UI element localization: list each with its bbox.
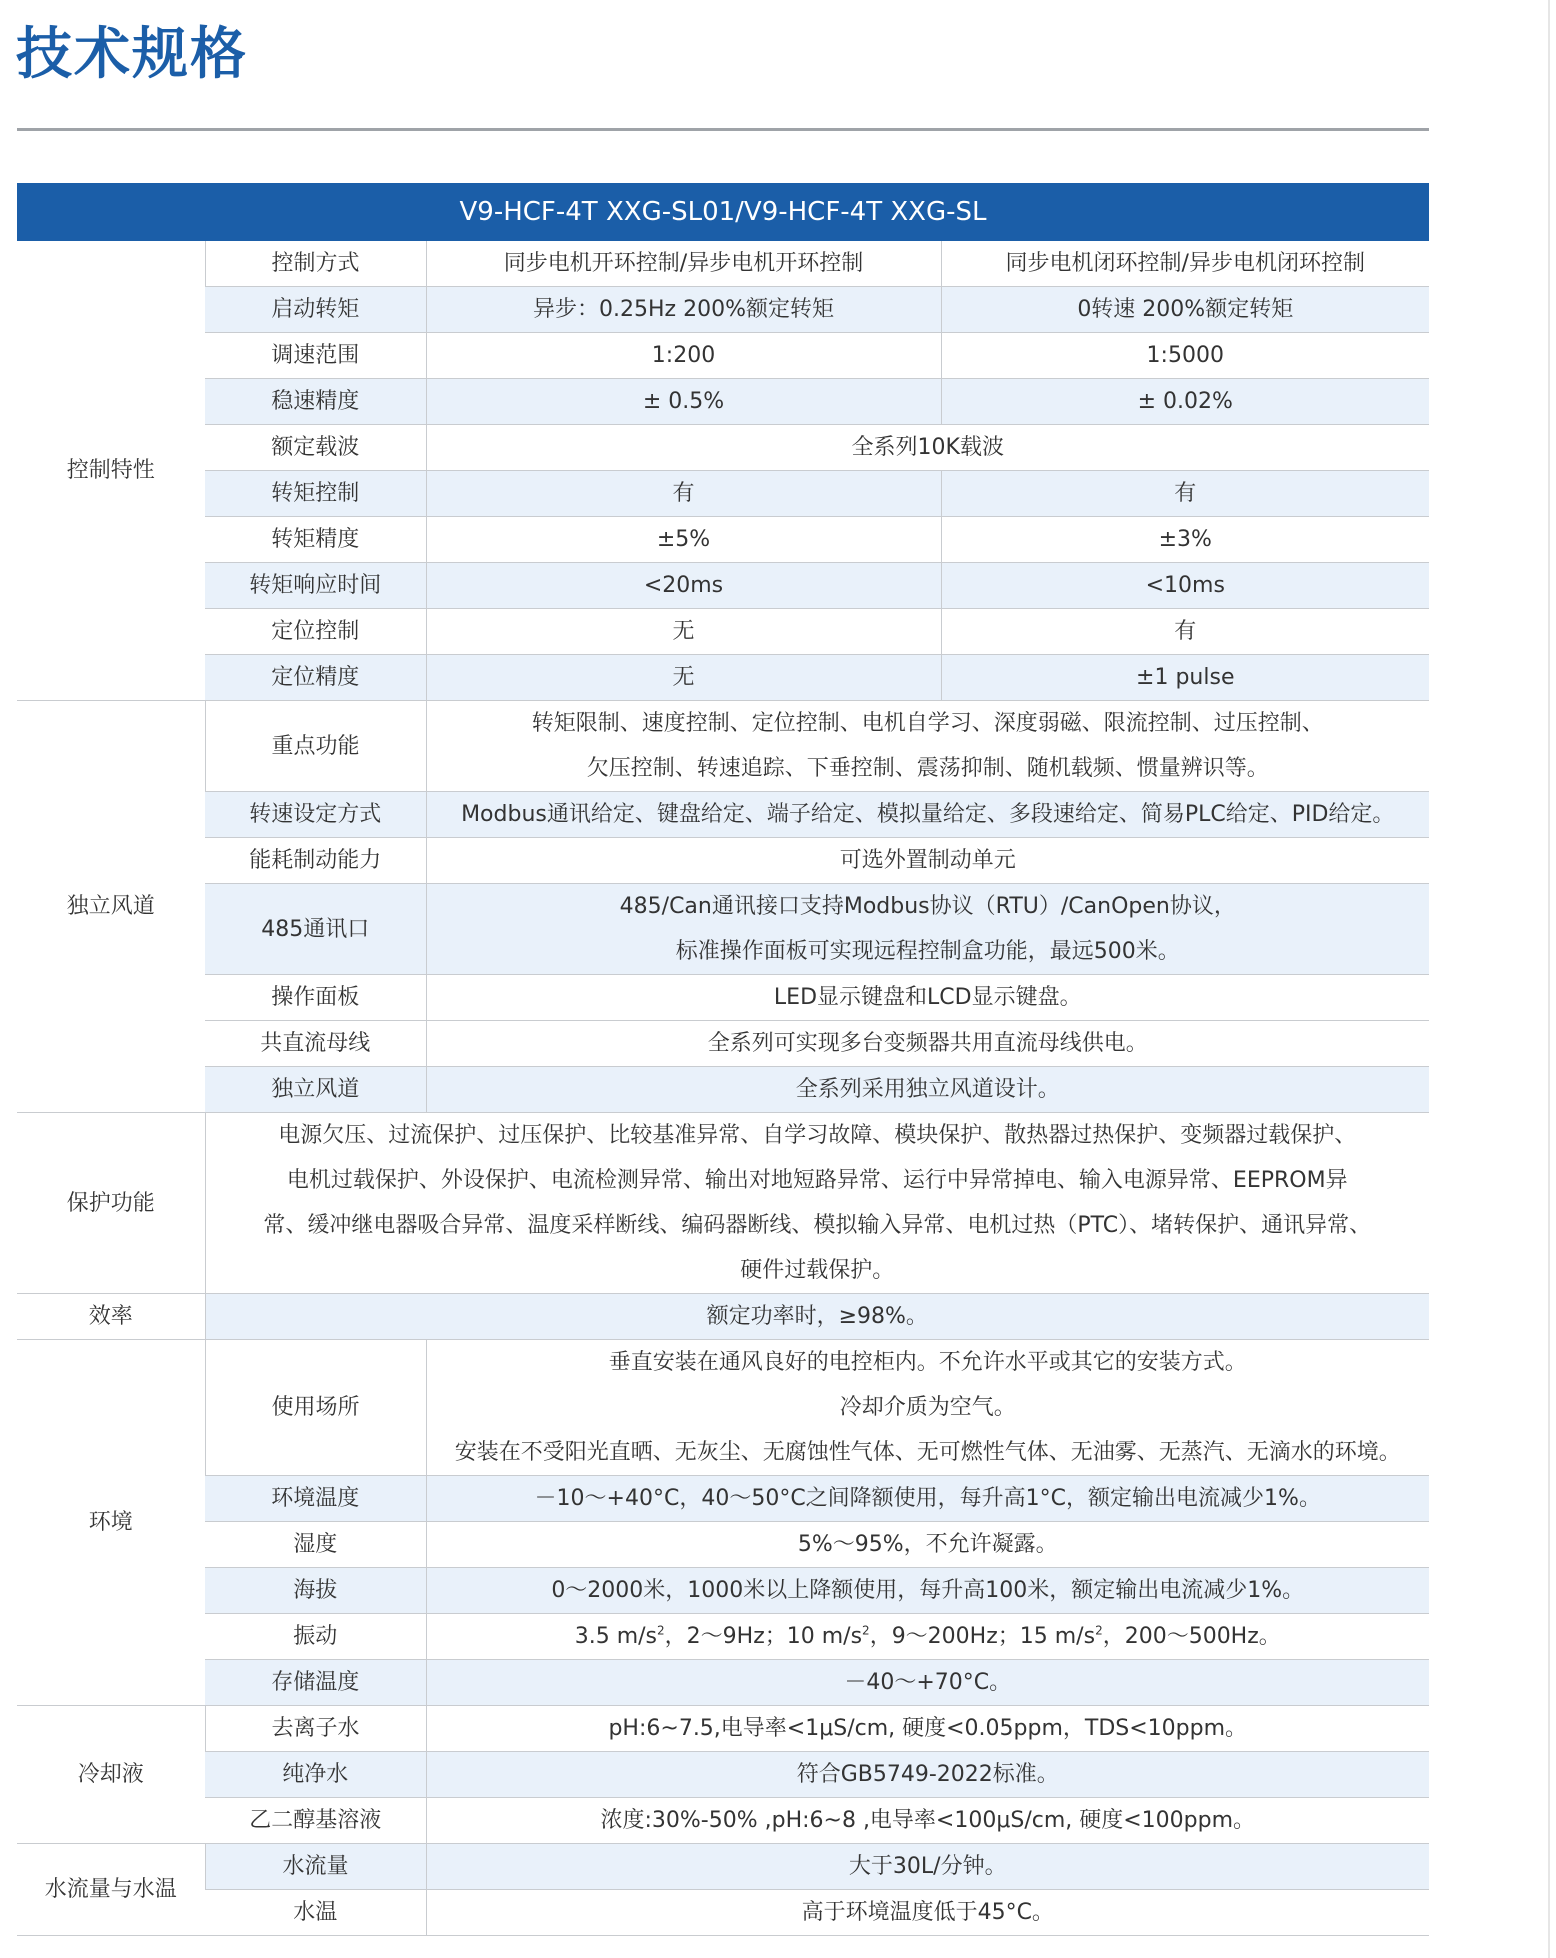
row-label: 振动 [205, 1614, 426, 1660]
category-protection: 保护功能 [17, 1113, 205, 1294]
page-edge [1548, 0, 1550, 1958]
value-open-loop: 有 [426, 471, 941, 517]
value-merged: pH:6~7.5,电导率<1μS/cm, 硬度<0.05ppm，TDS<10ppm。 [426, 1706, 1429, 1752]
title-divider [17, 128, 1429, 131]
text-line: 转矩限制、速度控制、定位控制、电机自学习、深度弱磁、限流控制、过压控制、 [531, 711, 1324, 736]
value-merged: －10～+40°C，40～50°C之间降额使用，每升高1°C，额定输出电流减少1%。 [426, 1476, 1429, 1522]
row-label: 控制方式 [205, 241, 426, 287]
row-label: 转速设定方式 [205, 792, 426, 838]
row-label: 转矩响应时间 [205, 563, 426, 609]
row-label: 环境温度 [205, 1476, 426, 1522]
text-line: 垂直安装在通风良好的电控柜内。不允许水平或其它的安装方式。 [608, 1350, 1247, 1375]
value-closed-loop: 有 [941, 609, 1429, 655]
value-merged: 大于30L/分钟。 [426, 1844, 1429, 1890]
category-efficiency: 效率 [17, 1294, 205, 1340]
value-merged: －40～+70°C。 [426, 1660, 1429, 1706]
row-label: 操作面板 [205, 975, 426, 1021]
row-label: 定位控制 [205, 609, 426, 655]
row-label: 水流量 [205, 1844, 426, 1890]
value-merged [426, 1340, 1429, 1476]
value-open-loop: 无 [426, 655, 941, 701]
row-label: 调速范围 [205, 333, 426, 379]
table-header [17, 183, 1429, 241]
category-water: 水流量与水温 [17, 1844, 205, 1936]
row-label: 转矩控制 [205, 471, 426, 517]
row-label: 海拔 [205, 1568, 426, 1614]
row-label: 定位精度 [205, 655, 426, 701]
row-label: 额定载波 [205, 425, 426, 471]
value-open-loop: 同步电机开环控制/异步电机开环控制 [426, 241, 941, 287]
row-label: 湿度 [205, 1522, 426, 1568]
value-closed-loop: 1:5000 [941, 333, 1429, 379]
value-open-loop: ± 0.5% [426, 379, 941, 425]
value-open-loop: 1:200 [426, 333, 941, 379]
value-closed-loop: 有 [941, 471, 1429, 517]
superscript: 2 [1095, 1623, 1103, 1638]
value-merged: 全系列采用独立风道设计。 [426, 1067, 1429, 1113]
text-line: 冷却介质为空气。 [839, 1395, 1016, 1420]
row-label: 纯净水 [205, 1752, 426, 1798]
value-closed-loop: ±1 pulse [941, 655, 1429, 701]
superscript: 2 [657, 1623, 665, 1638]
row-label: 启动转矩 [205, 287, 426, 333]
row-label: 稳速精度 [205, 379, 426, 425]
value-open-loop: 异步：0.25Hz 200%额定转矩 [426, 287, 941, 333]
value-closed-loop: ±3% [941, 517, 1429, 563]
value-closed-loop: 同步电机闭环控制/异步电机闭环控制 [941, 241, 1429, 287]
value-merged: 0～2000米，1000米以上降额使用，每升高100米，额定输出电流减少1%。 [426, 1568, 1429, 1614]
row-label: 能耗制动能力 [205, 838, 426, 884]
row-label: 转矩精度 [205, 517, 426, 563]
row-label: 独立风道 [205, 1067, 426, 1113]
text-line: 标准操作面板可实现远程控制盒功能，最远500米。 [675, 939, 1180, 964]
row-label: 共直流母线 [205, 1021, 426, 1067]
text-line: 常、缓冲继电器吸合异常、温度采样断线、编码器断线、模拟输入异常、电机过热（PTC）、堵转保护、通讯异常、 [263, 1213, 1372, 1238]
row-label: 乙二醇基溶液 [205, 1798, 426, 1844]
row-label: 水温 [205, 1890, 426, 1936]
value-merged: 高于环境温度低于45°C。 [426, 1890, 1429, 1936]
value-merged [426, 1614, 1429, 1660]
model-title: V9-HCF-4T XXG-SL01/V9-HCF-4T XXG-SL [17, 183, 1429, 241]
row-label: 使用场所 [205, 1340, 426, 1476]
spec-table [17, 183, 1429, 1936]
value-merged: 5%～95%，不允许凝露。 [426, 1522, 1429, 1568]
efficiency-text: 额定功率时，≥98%。 [205, 1294, 1429, 1340]
value-merged: Modbus通讯给定、键盘给定、端子给定、模拟量给定、多段速给定、简易PLC给定、PID给定。 [426, 792, 1429, 838]
text-line: 电机过载保护、外设保护、电流检测异常、输出对地短路异常、运行中异常掉电、输入电源异常、EEPROM异 [286, 1168, 1348, 1193]
text-line: 硬件过载保护。 [740, 1258, 895, 1283]
text-part: ，2～9Hz；10 m/s [664, 1624, 863, 1649]
text-part: 3.5 m/s [574, 1624, 658, 1649]
text-line: 欠压控制、转速追踪、下垂控制、震荡抑制、随机载频、惯量辨识等。 [586, 756, 1269, 781]
value-merged: 全系列可实现多台变频器共用直流母线供电。 [426, 1021, 1429, 1067]
protection-text [205, 1113, 1429, 1294]
category-control: 控制特性 [17, 241, 205, 701]
value-open-loop: <20ms [426, 563, 941, 609]
value-merged: 符合GB5749-2022标准。 [426, 1752, 1429, 1798]
value-merged: LED显示键盘和LCD显示键盘。 [426, 975, 1429, 1021]
row-label: 485通讯口 [205, 884, 426, 975]
text-line: 485/Can通讯接口支持Modbus协议（RTU）/CanOpen协议， [619, 894, 1236, 919]
row-label: 重点功能 [205, 701, 426, 792]
value-open-loop: ±5% [426, 517, 941, 563]
category-environment: 环境 [17, 1340, 205, 1706]
value-merged: 可选外置制动单元 [426, 838, 1429, 884]
value-merged: 全系列10K载波 [426, 425, 1429, 471]
superscript: 2 [862, 1623, 870, 1638]
value-open-loop: 无 [426, 609, 941, 655]
text-part: ，200～500Hz。 [1102, 1624, 1281, 1649]
value-merged [426, 701, 1429, 792]
row-label: 存储温度 [205, 1660, 426, 1706]
value-closed-loop: <10ms [941, 563, 1429, 609]
value-closed-loop: ± 0.02% [941, 379, 1429, 425]
category-duct: 独立风道 [17, 701, 205, 1113]
text-part: ，9～200Hz；15 m/s [869, 1624, 1096, 1649]
category-coolant: 冷却液 [17, 1706, 205, 1844]
text-line: 安装在不受阳光直晒、无灰尘、无腐蚀性气体、无可燃性气体、无油雾、无蒸汽、无滴水的环境。 [454, 1440, 1401, 1465]
page-title: 技术规格 [16, 22, 248, 87]
value-closed-loop: 0转速 200%额定转矩 [941, 287, 1429, 333]
row-label: 去离子水 [205, 1706, 426, 1752]
value-merged: 浓度:30%-50% ,pH:6~8 ,电导率<100μS/cm, 硬度<100ppm。 [426, 1798, 1429, 1844]
value-merged [426, 884, 1429, 975]
text-line: 电源欠压、过流保护、过压保护、比较基准异常、自学习故障、模块保护、散热器过热保护、变频器过载保护、 [278, 1123, 1357, 1148]
